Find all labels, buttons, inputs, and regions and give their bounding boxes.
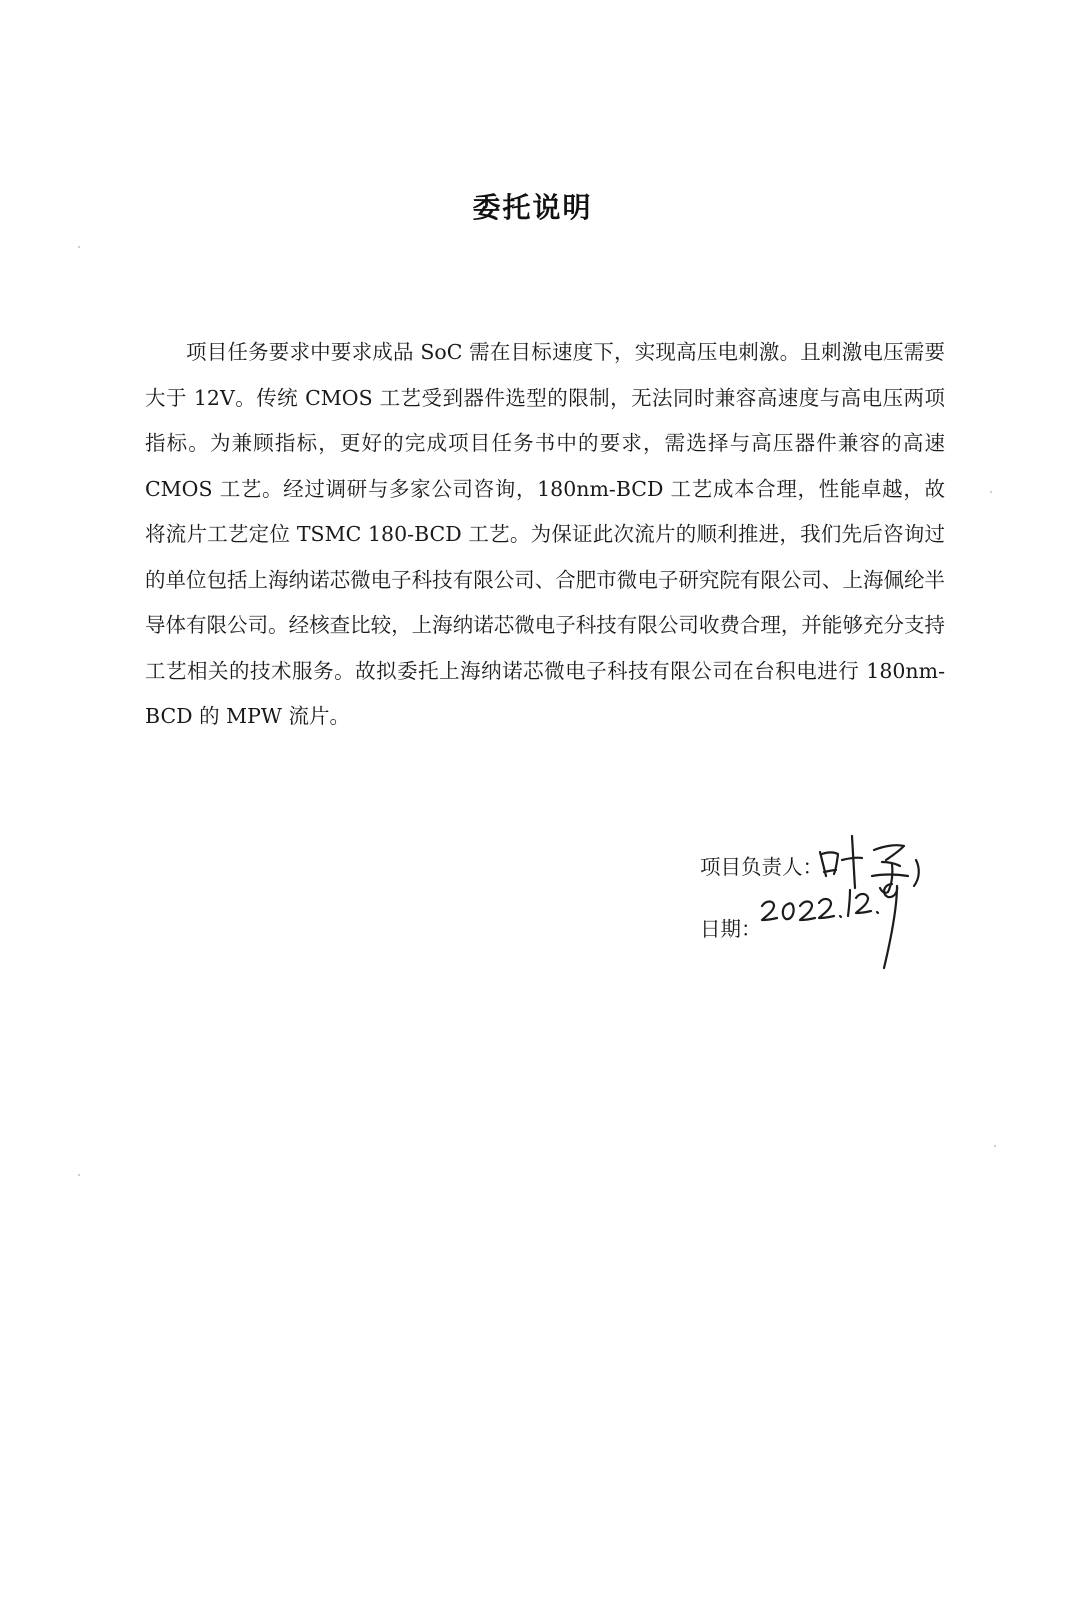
handwritten-date <box>760 870 960 980</box>
scan-speck <box>78 246 80 248</box>
document-body: 项目任务要求中要求成品 SoC 需在目标速度下，实现高压电刺激。且刺激电压需要大于 12V。传统 CMOS 工艺受到器件选型的限制，无法同时兼容高速度与高电压两项指标。为兼顾指标，更好的完成项目任务书中的要求，需选择与高压器件兼容的高速 CMOS 工艺。经过调研与多家公司咨询，180nm-BCD 工艺成本合理，性能卓越，故将流片工艺定位 TSMC 180-BCD 工艺。为保证此次流片的顺利推进，我们先后咨询过的单位包括上海纳诺芯微电子科技有限公司、合肥市微电子研究院有限公司、上海佩纶半导体有限公司。经核查比较，上海纳诺芯微电子科技有限公司收费合理，并能够充分支持工艺相关的技术服务。故拟委托上海纳诺芯微电子科技有限公司在台积电进行 180nm-BCD 的 MPW 流片。 <box>145 340 945 728</box>
scan-speck <box>78 1174 80 1176</box>
project-owner-label: 项目负责人： <box>700 855 823 879</box>
scan-speck <box>994 1145 996 1147</box>
document-title: 委托说明 <box>472 191 593 224</box>
scan-speck <box>990 491 992 493</box>
date-label: 日期： <box>700 917 762 941</box>
